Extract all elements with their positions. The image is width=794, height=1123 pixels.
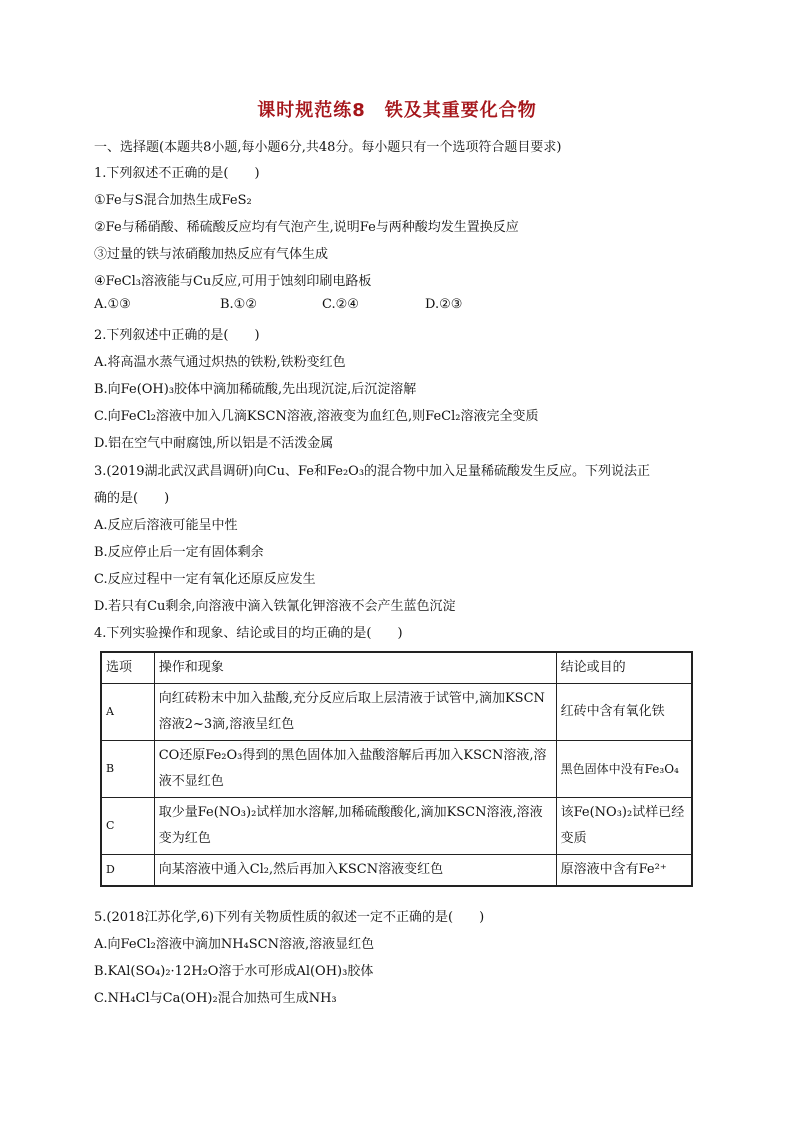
row-d-operation: 向某溶液中通入Cl₂,然后再加入KSCN溶液变红色 xyxy=(154,855,556,887)
header-operation: 操作和现象 xyxy=(154,652,556,684)
q3-option-b: B.反应停止后一定有固体剩余 xyxy=(94,545,264,560)
table-row xyxy=(101,798,692,855)
section-heading: 一、选择题(本题共8小题,每小题6分,共48分。每小题只有一个选项符合题目要求) xyxy=(94,140,562,155)
row-b-conclusion: 黑色固体中没有Fe₃O₄ xyxy=(556,741,692,798)
row-c-conclusion: 该Fe(NO₃)₂试样已经变质 xyxy=(556,798,692,855)
row-d-conclusion: 原溶液中含有Fe²⁺ xyxy=(556,855,692,887)
q2-option-d: D.铝在空气中耐腐蚀,所以铝是不活泼金属 xyxy=(94,436,334,451)
q2-option-b: B.向Fe(OH)₃胶体中滴加稀硫酸,先出现沉淀,后沉淀溶解 xyxy=(94,382,417,397)
q2-option-c: C.向FeCl₂溶液中加入几滴KSCN溶液,溶液变为血红色,则FeCl₂溶液完全变质 xyxy=(94,409,539,424)
q1-stem: 1.下列叙述不正确的是( ) xyxy=(94,166,260,181)
row-a-conclusion: 红砖中含有氧化铁 xyxy=(556,684,692,741)
q3-option-a: A.反应后溶液可能呈中性 xyxy=(94,518,238,533)
q1-option-a: A.①③ xyxy=(94,297,131,312)
q2-option-a: A.将高温水蒸气通过炽热的铁粉,铁粉变红色 xyxy=(94,355,346,370)
header-option: 选项 xyxy=(101,652,154,684)
table-row xyxy=(101,684,692,741)
q1-statement-3: ③过量的铁与浓硝酸加热反应有气体生成 xyxy=(94,247,329,262)
row-a-operation: 向红砖粉末中加入盐酸,充分反应后取上层清液于试管中,滴加KSCN溶液2~3滴,溶液呈红色 xyxy=(154,684,556,741)
table-row xyxy=(101,741,692,798)
q3-stem-line-1: 3.(2019湖北武汉武昌调研)向Cu、Fe和Fe₂O₃的混合物中加入足量稀硫酸发生反应。下列说法正 xyxy=(94,464,651,479)
header-conclusion: 结论或目的 xyxy=(556,652,692,684)
q5-option-a: A.向FeCl₂溶液中滴加NH₄SCN溶液,溶液显红色 xyxy=(94,937,375,952)
row-c-operation: 取少量Fe(NO₃)₂试样加水溶解,加稀硫酸酸化,滴加KSCN溶液,溶液变为红色 xyxy=(154,798,556,855)
q5-option-c: C.NH₄Cl与Ca(OH)₂混合加热可生成NH₃ xyxy=(94,991,337,1006)
q1-statement-4: ④FeCl₃溶液能与Cu反应,可用于蚀刻印刷电路板 xyxy=(94,274,372,289)
q4-stem: 4.下列实验操作和现象、结论或目的均正确的是( ) xyxy=(94,626,403,641)
q5-stem: 5.(2018江苏化学,6)下列有关物质性质的叙述一定不正确的是( ) xyxy=(94,910,485,925)
q3-option-d: D.若只有Cu剩余,向溶液中滴入铁氰化钾溶液不会产生蓝色沉淀 xyxy=(94,599,456,614)
q1-option-c: C.②④ xyxy=(322,297,359,312)
q2-stem: 2.下列叙述中正确的是( ) xyxy=(94,328,260,343)
row-c-option: C xyxy=(101,798,154,855)
q1-options xyxy=(94,297,514,317)
q1-option-d: D.②③ xyxy=(425,297,463,312)
q3-option-c: C.反应过程中一定有氧化还原反应发生 xyxy=(94,572,316,587)
q5-option-b: B.KAl(SO₄)₂·12H₂O溶于水可形成Al(OH)₃胶体 xyxy=(94,964,374,979)
page-title: 课时规范练8 铁及其重要化合物 xyxy=(257,100,537,121)
row-b-option: B xyxy=(101,741,154,798)
row-d-option: D xyxy=(101,855,154,887)
q3-stem-line-2: 确的是( ) xyxy=(94,491,170,506)
table-header-row xyxy=(101,652,692,684)
q1-statement-2: ②Fe与稀硝酸、稀硫酸反应均有气泡产生,说明Fe与两种酸均发生置换反应 xyxy=(94,220,519,235)
row-a-option: A xyxy=(101,684,154,741)
q1-statement-1: ①Fe与S混合加热生成FeS₂ xyxy=(94,193,252,208)
row-b-operation: CO还原Fe₂O₃得到的黑色固体加入盐酸溶解后再加入KSCN溶液,溶液不显红色 xyxy=(154,741,556,798)
table-row xyxy=(101,855,692,887)
q4-experiment-table xyxy=(100,651,693,887)
q1-option-b: B.①② xyxy=(220,297,257,312)
